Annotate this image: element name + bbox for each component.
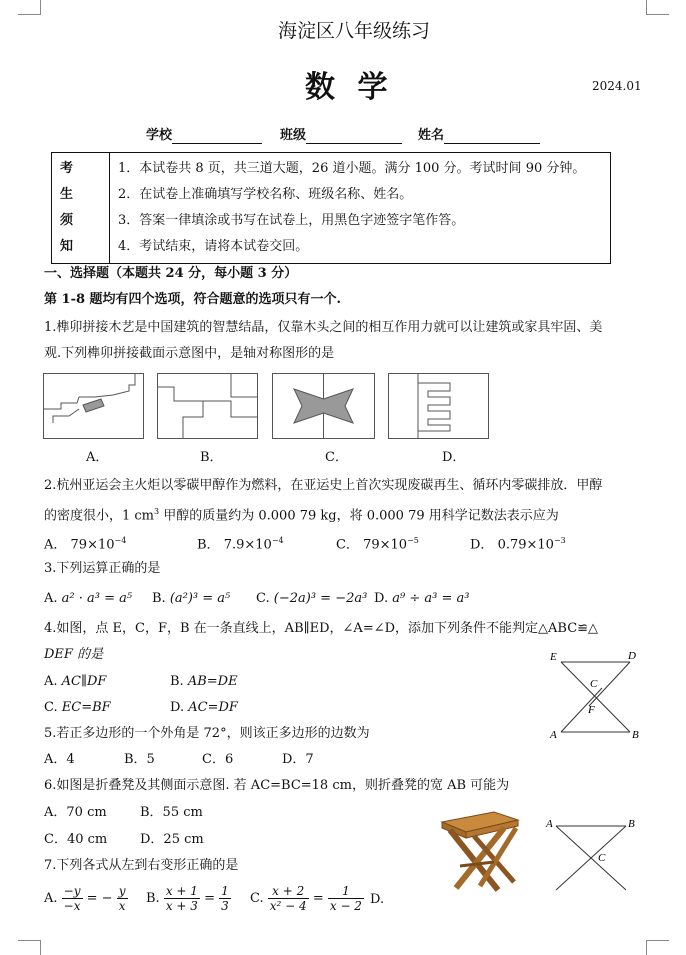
- q4-figure: [544, 646, 644, 744]
- q4-label-d: D: [628, 650, 636, 662]
- q1-option-c[interactable]: C．: [325, 450, 348, 465]
- q7-b-sign: =: [204, 891, 215, 906]
- q3-option-d-expr: a⁹ ÷ a³ = a³: [392, 591, 470, 606]
- school-field[interactable]: [146, 128, 262, 144]
- q2-line2: [44, 504, 559, 524]
- q7-option-a-label: A.: [44, 891, 58, 906]
- q7-option-c-label: C.: [250, 891, 264, 906]
- q3-option-d-label: D.: [374, 591, 389, 606]
- q7-b-lhs: [164, 884, 200, 913]
- q1-figure-a: [43, 373, 145, 440]
- q7-stem: 7.下列各式从左到右变形正确的是: [44, 858, 239, 873]
- q7-c-rhs-num: 1: [328, 884, 364, 899]
- q7-option-b-label: B.: [146, 891, 160, 906]
- q2-line2-start: 的密度很小，1 cm: [44, 508, 155, 524]
- q4-label-b: B: [632, 729, 639, 741]
- q2-option-a-label: A．: [44, 537, 67, 553]
- q2-option-d-label: D．: [470, 537, 494, 553]
- notice-divider: [109, 153, 110, 263]
- q4-label-f: F: [588, 704, 595, 716]
- q7-option-a[interactable]: [44, 884, 128, 913]
- q6-option-c[interactable]: C．40 cm: [44, 832, 108, 847]
- notice-side-2: 生: [60, 187, 74, 202]
- q4-option-b-label: B.: [170, 674, 184, 689]
- q2-option-b-label: B．: [197, 537, 220, 553]
- q2-option-d-base: 0.79×10: [497, 537, 554, 553]
- class-blank[interactable]: [306, 143, 402, 144]
- q4-line1: 4.如图，点 E，C，F，B 在一条直线上，AB∥ED，∠A=∠D，添加下列条件不能判定△ABC≌△: [44, 621, 599, 636]
- q3-option-c-label: C.: [256, 591, 270, 606]
- q5-option-a[interactable]: A．4: [44, 752, 75, 767]
- q7-b-lhs-den: x + 3: [165, 899, 198, 913]
- q4-option-c-label: C.: [44, 700, 58, 715]
- folding-stool-photo: [434, 808, 524, 894]
- q5-option-d[interactable]: D．7: [282, 752, 314, 767]
- q7-a-sign: = −: [86, 891, 113, 906]
- q1-line2: 观.下列榫卯拼接截面示意图中，是轴对称图形的是: [44, 346, 335, 361]
- crop-mark-bl: [18, 940, 41, 955]
- q4-option-a-text: AC∥DF: [61, 674, 107, 689]
- q1-figure-c: [272, 373, 376, 440]
- notice-side-4: 知: [60, 239, 74, 254]
- q3-option-d[interactable]: [374, 591, 469, 607]
- notice-item-2: 2．在试卷上准确填写学校名称、班级名称、姓名。: [118, 187, 413, 202]
- q7-b-rhs: [219, 884, 231, 913]
- q5-option-b[interactable]: B．5: [124, 752, 155, 767]
- q6-option-d[interactable]: D．25 cm: [140, 832, 204, 847]
- q2-option-d[interactable]: [470, 533, 566, 553]
- q1-line1: 1.榫卯拼接木艺是中国建筑的智慧结晶，仅靠木头之间的相互作用力就可以让建筑或家具牢固、美: [44, 320, 603, 335]
- q7-a-rhs-num: y: [118, 884, 126, 898]
- name-label: 姓名: [418, 128, 445, 143]
- q6-label-a: A: [546, 818, 553, 830]
- notice-item-1: 1．本试卷共 8 页，共三道大题，26 道小题。满分 100 分。考试时间 90 分钟。: [118, 161, 586, 176]
- q4-option-a[interactable]: [44, 674, 106, 690]
- q7-a-rhs-den: x: [118, 899, 126, 913]
- region-title: 海淀区八年级练习: [278, 20, 431, 42]
- q7-b-rhs-num: 1: [221, 884, 229, 898]
- q3-option-c-expr: (−2a)³ = −2a³: [273, 591, 368, 606]
- q4-option-c-text: EC=BF: [61, 700, 111, 715]
- notice-side-1: 考: [60, 161, 74, 176]
- q2-option-c-label: C．: [336, 537, 359, 553]
- q1-figure-d: [388, 373, 490, 440]
- q6-option-b[interactable]: B．55 cm: [140, 805, 203, 820]
- q2-option-a-base: 79×10: [70, 537, 115, 553]
- q7-option-b[interactable]: [146, 884, 231, 913]
- q2-option-c[interactable]: [336, 533, 419, 553]
- q6-label-c: C: [598, 852, 606, 864]
- q2-option-d-exp: −3: [553, 536, 566, 545]
- q5-option-c[interactable]: C．6: [202, 752, 234, 767]
- class-field[interactable]: [280, 128, 402, 144]
- notice-side-3: 须: [60, 213, 74, 228]
- q3-option-b[interactable]: [152, 591, 230, 607]
- q2-option-c-exp: −5: [407, 536, 419, 545]
- q3-option-a[interactable]: [44, 591, 132, 607]
- q4-label-e: E: [550, 651, 557, 663]
- notice-item-4: 4．考试结束，请将本试卷交回。: [118, 239, 309, 254]
- q4-option-d[interactable]: [170, 700, 238, 716]
- name-blank[interactable]: [444, 143, 540, 144]
- q3-option-a-label: A.: [44, 591, 58, 606]
- q7-a-lhs-num: −y: [63, 884, 81, 898]
- crop-mark-tr: [646, 0, 669, 15]
- exam-date: 2024.01: [592, 79, 642, 93]
- q7-a-rhs: [117, 884, 128, 913]
- q7-c-rhs-den: x − 2: [329, 899, 362, 913]
- q4-label-a: A: [550, 729, 557, 741]
- q7-c-sign: =: [312, 891, 324, 906]
- subject-title: 数 学: [305, 70, 394, 105]
- q7-option-c[interactable]: [250, 884, 364, 913]
- q1-option-b[interactable]: B．: [200, 450, 223, 465]
- q6-figure: [540, 814, 640, 896]
- q4-option-d-label: D.: [170, 700, 185, 715]
- name-field[interactable]: [418, 128, 540, 144]
- q7-c-lhs-num: x + 2: [268, 884, 309, 899]
- q4-option-b-text: AB=DE: [187, 674, 238, 689]
- class-label: 班级: [280, 128, 307, 143]
- q6-stem: 6.如图是折叠凳及其侧面示意图. 若 AC=BC=18 cm，则折叠凳的宽 AB 可能为: [44, 778, 510, 793]
- school-blank[interactable]: [172, 143, 262, 144]
- notice-table: [51, 152, 611, 264]
- section1-title: 一、选择题（本题共 24 分，每小题 3 分）: [44, 266, 298, 281]
- q7-option-d[interactable]: D.: [370, 892, 385, 907]
- q6-label-b: B: [628, 818, 635, 830]
- q1-figure-b: [157, 373, 259, 440]
- q3-option-b-label: B.: [152, 591, 166, 606]
- section1-instruction: 第 1-8 题均有四个选项，符合题意的选项只有一个.: [44, 292, 342, 307]
- q2-option-b-exp: −4: [271, 536, 284, 545]
- q1-option-d[interactable]: D．: [442, 450, 466, 465]
- q2-line1: 2.杭州亚运会主火炬以零碳甲醇作为燃料，在亚运史上首次实现废碳再生、循环内零碳排放．甲醇: [44, 478, 603, 493]
- q2-option-b[interactable]: [197, 533, 284, 553]
- q7-c-lhs-den: x² − 4: [269, 899, 307, 913]
- q2-cm3-exponent: 3: [154, 507, 160, 516]
- q2-option-b-base: 7.9×10: [223, 537, 272, 553]
- q7-c-lhs: [268, 884, 309, 913]
- q2-option-a[interactable]: [44, 533, 126, 553]
- q2-option-a-exp: −4: [114, 536, 127, 545]
- q4-line2: DEF 的是: [44, 647, 104, 662]
- q4-option-a-label: A.: [44, 674, 58, 689]
- q3-option-a-expr: a² · a³ = a⁵: [61, 591, 133, 606]
- q4-option-c[interactable]: [44, 700, 111, 716]
- q4-option-b[interactable]: [170, 674, 238, 690]
- q7-c-rhs: [328, 884, 364, 913]
- q3-option-b-expr: (a²)³ = a⁵: [169, 591, 231, 606]
- q3-stem: 3.下列运算正确的是: [44, 561, 161, 576]
- q1-option-a[interactable]: A．: [86, 450, 109, 465]
- q7-a-lhs: [62, 884, 83, 913]
- q7-b-rhs-den: 3: [221, 899, 229, 913]
- crop-mark-br: [646, 940, 669, 955]
- notice-item-3: 3．答案一律填涂或书写在试卷上，用黑色字迹签字笔作答。: [118, 213, 465, 228]
- school-label: 学校: [146, 128, 173, 143]
- q4-label-c: C: [590, 678, 598, 690]
- q2-line2-end: 甲醇的质量约为 0.000 79 kg，将 0.000 79 用科学记数法表示应为: [159, 508, 559, 524]
- q6-option-a[interactable]: A．70 cm: [44, 805, 107, 820]
- q2-option-c-base: 79×10: [363, 537, 408, 553]
- q4-option-d-text: AC=DF: [188, 700, 238, 715]
- crop-mark-tl: [18, 0, 41, 15]
- q7-b-lhs-num: x + 1: [165, 884, 198, 898]
- q7-a-lhs-den: −x: [63, 899, 81, 913]
- q3-option-c[interactable]: [256, 591, 367, 607]
- q5-stem: 5.若正多边形的一个外角是 72°，则该正多边形的边数为: [44, 726, 370, 741]
